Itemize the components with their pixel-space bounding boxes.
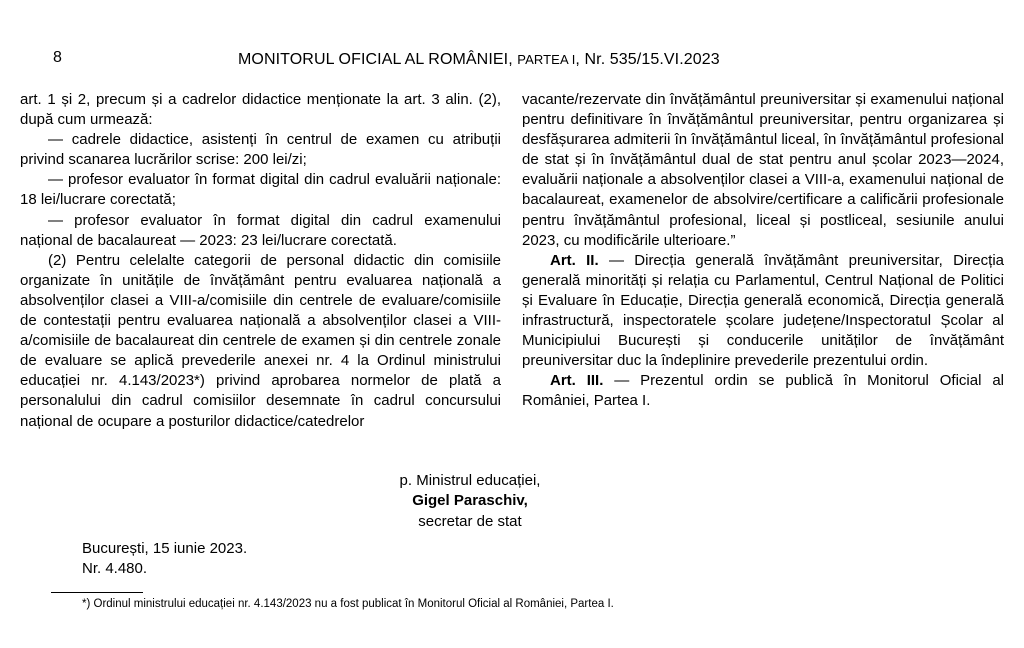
article-ii-text: — Direcția generală învățământ preuniversitar, Direcția generală minorități și relația cu Parlamentul, Centrul Național de Politici și Evaluare în Educație, Direcția generală economică, Direcția generală infrastructură, inspectoratele școlare județene/Inspectoratul Școlar al Municipiului București și conducerile unităților de învățământ preuniversitar duc la îndeplinire prevederile prezentului ordin. — [522, 251, 1004, 370]
order-number: Nr. 4.480. — [82, 560, 148, 578]
left-paragraph: — cadrele didactice, asistenți în centrul de examen cu atribuții privind scanarea lucrărilor scrise: 200 lei/zi; — [20, 131, 501, 169]
left-paragraph: (2) Pentru celelalte categorii de personal didactic din comisiile organizate în unitățile de învățământ pentru evaluarea națională a absolvenților clasei a VIII-a/comisiile din centrele de evaluare/comisiile de contestații pentru evaluarea națională a absolvenților clasei a VIII-a/comisiile de bacalaureat din centrele de examen și din centrele zonale de evaluare se aplică prevederile anexei nr. 4 la Ordinul ministrului educației nr. 4.143/2023*) privind aprobarea normelor de plată a personalului din cadrul comisiilor desemnate în cadrul concursului național de ocupare a posturilor didactice/catedrelor — [20, 251, 501, 430]
place-date-block — [82, 539, 247, 580]
article-iii-text: — Prezentul ordin se publică în Monitorul Oficial al României, Partea I. — [522, 372, 1004, 410]
right-column — [522, 90, 1004, 412]
page-number: 8 — [53, 49, 62, 66]
page-header — [238, 51, 720, 69]
left-column — [20, 90, 501, 432]
left-paragraph: art. 1 și 2, precum și a cadrelor didactice menționate la art. 3 alin. (2), după cum urmează: — [20, 91, 501, 129]
article-iii-label: Art. III. — [550, 372, 604, 390]
signature-title: p. Ministrul educației, — [399, 472, 541, 489]
header-title: MONITORUL OFICIAL AL ROMÂNIEI, — [238, 51, 513, 68]
right-paragraph: vacante/rezervate din învățământul preuniversitar și examenului național pentru definitivare în învățământul preuniversitar, pentru organizarea și desfășurarea admiterii în învățământul liceal, în învățământul profesional de stat și în învățământul dual de stat pentru anul școlar 2023—2024, evaluării naționale a absolvenților clasei a VIII-a, examenului național de bacalaureat, examenelor de absolvire/certificare a calificării profesionale pentru învățământul profesional, liceal și postliceal, sesiunile anului 2023, cu modificările ulterioare.” — [522, 91, 1004, 249]
article-ii-label: Art. II. — [550, 251, 599, 269]
place-date: București, 15 iunie 2023. — [82, 540, 248, 557]
footnote: *) Ordinul ministrului educației nr. 4.143/2023 nu a fost publicat în Monitorul Oficial al României, Partea I. — [82, 598, 614, 610]
article-ii — [522, 251, 1004, 372]
footnote-divider — [51, 592, 143, 593]
signatory-name: Gigel Paraschiv, — [412, 492, 528, 510]
left-paragraph: — profesor evaluator în format digital din cadrul evaluării naționale: 18 lei/lucrare corectată; — [20, 171, 501, 209]
signature-block — [320, 471, 620, 532]
header-issue: , Nr. 535/15.VI.2023 — [575, 51, 720, 68]
article-iii — [522, 371, 1004, 411]
signatory-role: secretar de stat — [418, 512, 522, 530]
header-part: PARTEA I — [517, 52, 576, 67]
left-paragraph: — profesor evaluator în format digital din cadrul examenului național de bacalaureat — 2023: 23 lei/lucrare corectată. — [20, 211, 501, 249]
